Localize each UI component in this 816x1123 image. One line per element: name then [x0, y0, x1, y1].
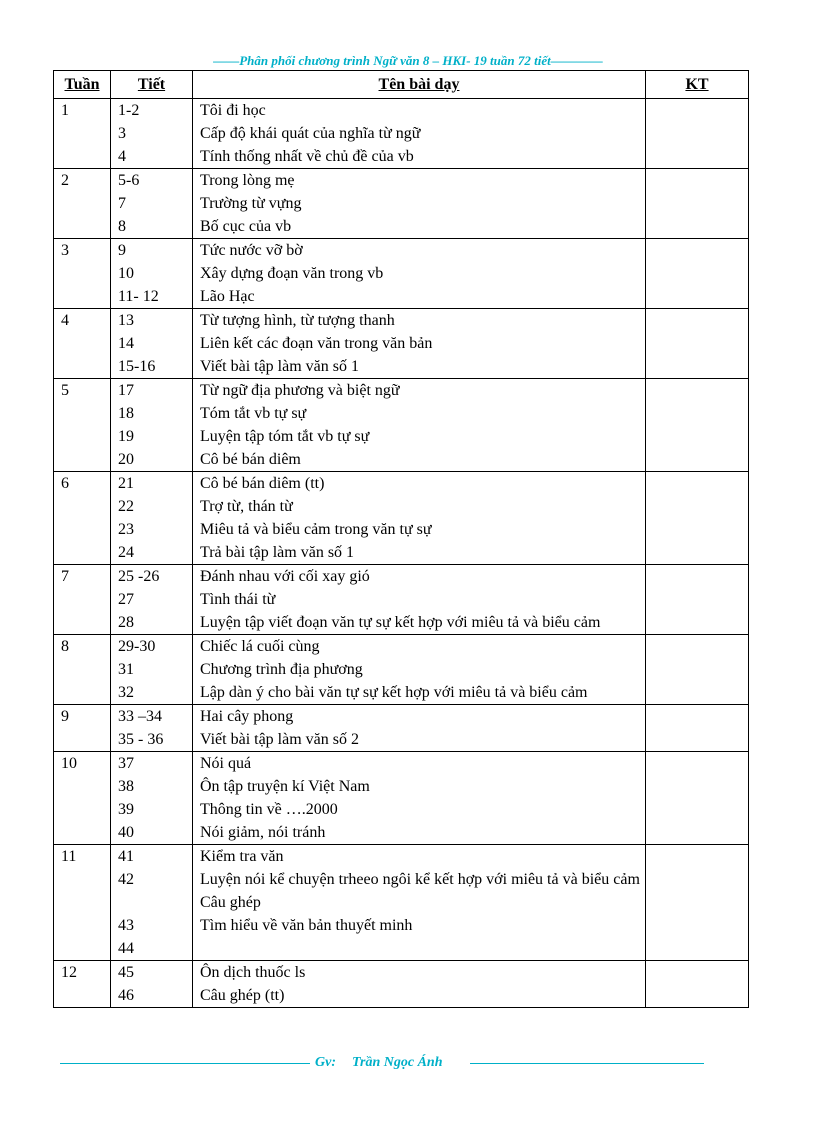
period-number: 20 [118, 451, 134, 468]
lesson-title: Đánh nhau với cối xay gió [200, 568, 370, 585]
lesson-title: Câu ghép [200, 894, 261, 911]
period-number: 10 [118, 265, 134, 282]
table-row [54, 961, 749, 1008]
week-cell [54, 752, 111, 845]
lesson-title: Chương trình địa phương [200, 661, 363, 678]
period-number: 45 [118, 964, 134, 981]
week-number: 8 [61, 638, 69, 655]
test-cell [646, 752, 749, 845]
week-number: 12 [61, 964, 77, 981]
period-number: 40 [118, 824, 134, 841]
curriculum-table [53, 70, 749, 1008]
period-number: 46 [118, 987, 134, 1004]
period-cell [111, 635, 193, 705]
lesson-title: Hai cây phong [200, 708, 294, 725]
lesson-title: Luyện nói kể chuyện trheeo ngôi kể kết hợp với miêu tả và biểu cảm [200, 871, 640, 888]
period-number: 33 –34 [118, 708, 162, 725]
table-row [54, 169, 749, 239]
test-cell [646, 961, 749, 1008]
lesson-title: Cô bé bán diêm [200, 451, 301, 468]
lesson-cell [193, 845, 646, 961]
lesson-title: Kiểm tra văn [200, 848, 284, 865]
lesson-title: Cấp độ khái quát của nghĩa từ ngữ [200, 125, 421, 142]
period-cell [111, 169, 193, 239]
test-cell [646, 845, 749, 961]
test-cell [646, 309, 749, 379]
week-number: 3 [61, 242, 69, 259]
week-cell [54, 239, 111, 309]
lesson-cell [193, 565, 646, 635]
column-header-week: Tuần [54, 71, 111, 99]
lesson-title: Trả bài tập làm văn số 1 [200, 544, 355, 561]
table-row [54, 309, 749, 379]
lesson-title: Chiếc lá cuối cùng [200, 638, 320, 655]
period-number: 11- 12 [118, 288, 159, 305]
lesson-title: Miêu tả và biểu cảm trong văn tự sự [200, 521, 432, 538]
lesson-title: Liên kết các đoạn văn trong văn bản [200, 335, 433, 352]
week-cell [54, 635, 111, 705]
period-number: 23 [118, 521, 134, 538]
lesson-cell [193, 239, 646, 309]
week-number: 6 [61, 475, 69, 492]
footer-rule-right [470, 1063, 704, 1064]
table-row [54, 752, 749, 845]
period-number: 44 [118, 940, 134, 957]
period-number: 24 [118, 544, 134, 561]
period-number: 32 [118, 684, 134, 701]
week-cell [54, 472, 111, 565]
period-number: 5-6 [118, 172, 140, 189]
test-cell [646, 379, 749, 472]
test-cell [646, 635, 749, 705]
lesson-title: Lão Hạc [200, 288, 255, 305]
period-number: 43 [118, 917, 134, 934]
period-number: 28 [118, 614, 134, 631]
test-cell [646, 705, 749, 752]
lesson-cell [193, 961, 646, 1008]
week-cell [54, 565, 111, 635]
period-cell [111, 565, 193, 635]
page-header-title: ——Phân phối chương trình Ngữ văn 8 – HKI- 19 tuần 72 tiết———— [213, 53, 603, 68]
lesson-cell [193, 169, 646, 239]
period-number: 18 [118, 405, 134, 422]
period-cell [111, 845, 193, 961]
week-number: 10 [61, 755, 77, 772]
period-number: 1-2 [118, 102, 140, 119]
lesson-cell [193, 379, 646, 472]
period-number [118, 891, 192, 914]
period-number: 27 [118, 591, 134, 608]
test-cell [646, 99, 749, 169]
footer-teacher-name: Trần Ngọc Ánh [352, 1055, 443, 1070]
period-cell [111, 472, 193, 565]
footer-teacher-label: Gv: [315, 1055, 336, 1070]
period-number: 17 [118, 382, 134, 399]
column-header-period: Tiết [111, 71, 193, 99]
lesson-cell [193, 309, 646, 379]
period-number: 21 [118, 475, 134, 492]
lesson-title: Viết bài tập làm văn số 2 [200, 731, 359, 748]
lesson-title: Nói giảm, nói tránh [200, 824, 326, 841]
test-cell [646, 169, 749, 239]
lesson-title: Luyện tập tóm tắt vb tự sự [200, 428, 370, 445]
period-number: 37 [118, 755, 134, 772]
test-cell [646, 565, 749, 635]
week-cell [54, 961, 111, 1008]
period-number: 42 [118, 871, 134, 888]
period-number: 31 [118, 661, 134, 678]
period-number: 35 - 36 [118, 731, 164, 748]
period-cell [111, 99, 193, 169]
period-number: 3 [118, 125, 126, 142]
week-number: 2 [61, 172, 69, 189]
test-cell [646, 239, 749, 309]
period-number: 29-30 [118, 638, 156, 655]
page-footer [60, 1055, 704, 1071]
lesson-cell [193, 635, 646, 705]
lesson-title: Từ ngữ địa phương và biệt ngữ [200, 382, 400, 399]
week-number: 5 [61, 382, 69, 399]
period-number: 4 [118, 148, 126, 165]
period-number: 8 [118, 218, 126, 235]
lesson-title: Tình thái từ [200, 591, 276, 608]
test-cell [646, 472, 749, 565]
lesson-title: Tức nước vỡ bờ [200, 242, 303, 259]
period-cell [111, 752, 193, 845]
lesson-title: Luyện tập viết đoạn văn tự sự kết hợp với miêu tả và biểu cảm [200, 614, 601, 631]
table-header-row [54, 71, 749, 99]
column-header-lesson: Tên bài dạy [193, 71, 646, 99]
period-number: 9 [118, 242, 126, 259]
lesson-title: Ôn tập truyện kí Việt Nam [200, 778, 370, 795]
lesson-title: Thông tin về ….2000 [200, 801, 338, 818]
lesson-title: Bố cục của vb [200, 218, 292, 235]
footer-signature [315, 1055, 443, 1071]
period-cell [111, 961, 193, 1008]
table-row [54, 379, 749, 472]
lesson-title: Từ tượng hình, từ tượng thanh [200, 312, 395, 329]
lesson-title: Viết bài tập làm văn số 1 [200, 358, 359, 375]
table-row [54, 565, 749, 635]
week-number: 1 [61, 102, 69, 119]
lesson-title: Trường từ vựng [200, 195, 302, 212]
period-cell [111, 309, 193, 379]
period-cell [111, 379, 193, 472]
lesson-title: Câu ghép (tt) [200, 987, 285, 1004]
period-number: 19 [118, 428, 134, 445]
period-number: 41 [118, 848, 134, 865]
week-cell [54, 309, 111, 379]
week-number: 7 [61, 568, 69, 585]
lesson-title: Cô bé bán diêm (tt) [200, 475, 325, 492]
lesson-title: Nói quá [200, 755, 252, 772]
lesson-title: Lập dàn ý cho bài văn tự sự kết hợp với miêu tả và biểu cảm [200, 684, 588, 701]
week-cell [54, 169, 111, 239]
lesson-title: Tìm hiểu về văn bản thuyết minh [200, 917, 413, 934]
week-number: 11 [61, 848, 77, 865]
period-number: 13 [118, 312, 134, 329]
period-number: 22 [118, 498, 134, 515]
table-row [54, 99, 749, 169]
period-cell [111, 705, 193, 752]
period-cell [111, 239, 193, 309]
lesson-title: Xây dựng đoạn văn trong vb [200, 265, 384, 282]
week-cell [54, 379, 111, 472]
lesson-title: Ôn dịch thuốc ls [200, 964, 306, 981]
period-number: 7 [118, 195, 126, 212]
table-row [54, 472, 749, 565]
lesson-title: Trong lòng mẹ [200, 172, 295, 189]
lesson-cell [193, 472, 646, 565]
footer-rule-left [60, 1063, 310, 1064]
table-body [54, 99, 749, 1008]
period-number: 38 [118, 778, 134, 795]
period-number: 14 [118, 335, 134, 352]
week-number: 9 [61, 708, 69, 725]
table-row [54, 239, 749, 309]
week-cell [54, 705, 111, 752]
table-row [54, 705, 749, 752]
lesson-cell [193, 752, 646, 845]
week-cell [54, 99, 111, 169]
lesson-title: Trợ từ, thán từ [200, 498, 293, 515]
lesson-cell [193, 99, 646, 169]
week-number: 4 [61, 312, 69, 329]
period-number: 25 -26 [118, 568, 160, 585]
lesson-title: Tính thống nhất về chủ đề của vb [200, 148, 414, 165]
lesson-title: Tôi đi học [200, 102, 266, 119]
column-header-test: KT [646, 71, 749, 99]
week-cell [54, 845, 111, 961]
period-number: 15-16 [118, 358, 156, 375]
lesson-cell [193, 705, 646, 752]
table-row [54, 635, 749, 705]
period-number: 39 [118, 801, 134, 818]
table-row [54, 845, 749, 961]
lesson-title: Tóm tắt vb tự sự [200, 405, 307, 422]
